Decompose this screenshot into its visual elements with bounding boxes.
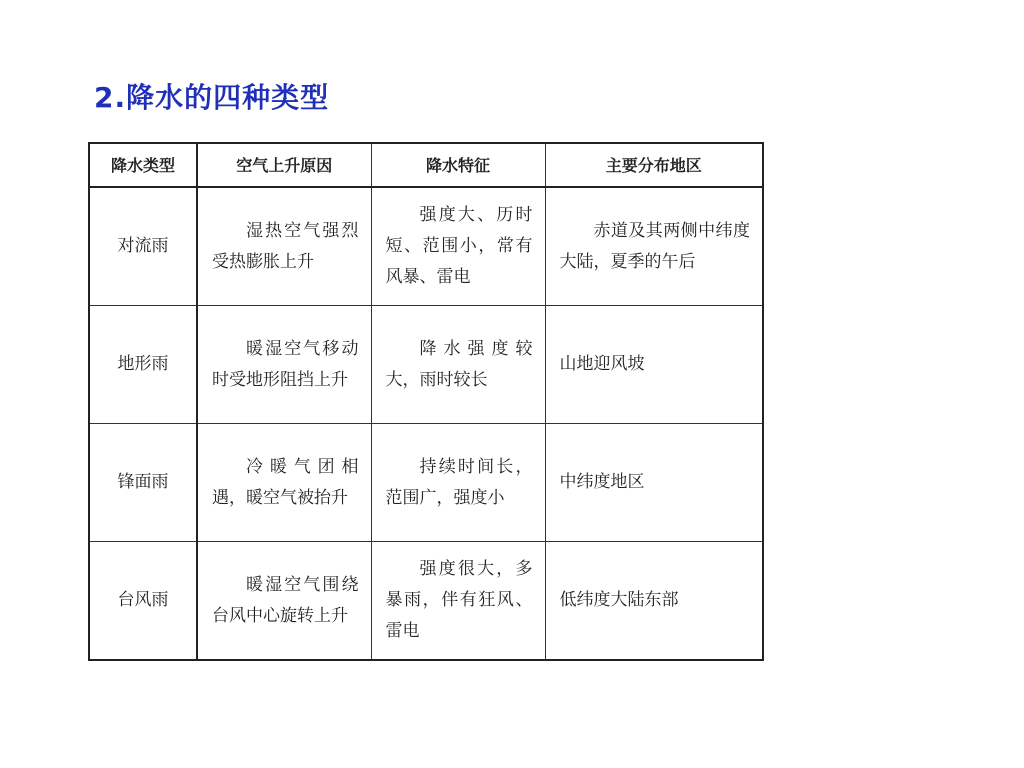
cell-type: 锋面雨 <box>89 424 197 542</box>
cell-type: 台风雨 <box>89 542 197 661</box>
table-row <box>89 306 763 424</box>
table-header-row <box>89 143 763 187</box>
cell-feature: 降水强度较大，雨时较长 <box>371 306 545 424</box>
cell-type: 对流雨 <box>89 187 197 306</box>
cell-feature: 强度大、历时短、范围小，常有风暴、雷电 <box>371 187 545 306</box>
cell-region: 山地迎风坡 <box>545 306 763 424</box>
cell-region: 中纬度地区 <box>545 424 763 542</box>
cell-cause: 湿热空气强烈受热膨胀上升 <box>197 187 371 306</box>
cell-cause: 冷暖气团相遇，暖空气被抬升 <box>197 424 371 542</box>
cell-feature: 强度很大，多暴雨，伴有狂风、雷电 <box>371 542 545 661</box>
cell-region: 赤道及其两侧中纬度大陆，夏季的午后 <box>545 187 763 306</box>
header-cause: 空气上升原因 <box>197 143 371 187</box>
table-row <box>89 424 763 542</box>
cell-cause: 暖湿空气围绕台风中心旋转上升 <box>197 542 371 661</box>
header-feature: 降水特征 <box>371 143 545 187</box>
cell-type: 地形雨 <box>89 306 197 424</box>
cell-region: 低纬度大陆东部 <box>545 542 763 661</box>
header-region: 主要分布地区 <box>545 143 763 187</box>
precipitation-types-table <box>88 142 764 661</box>
page-title: 2.降水的四种类型 <box>94 81 330 114</box>
header-type: 降水类型 <box>89 143 197 187</box>
table-row <box>89 542 763 661</box>
table-row <box>89 187 763 306</box>
cell-feature: 持续时间长，范围广，强度小 <box>371 424 545 542</box>
cell-cause: 暖湿空气移动时受地形阻挡上升 <box>197 306 371 424</box>
